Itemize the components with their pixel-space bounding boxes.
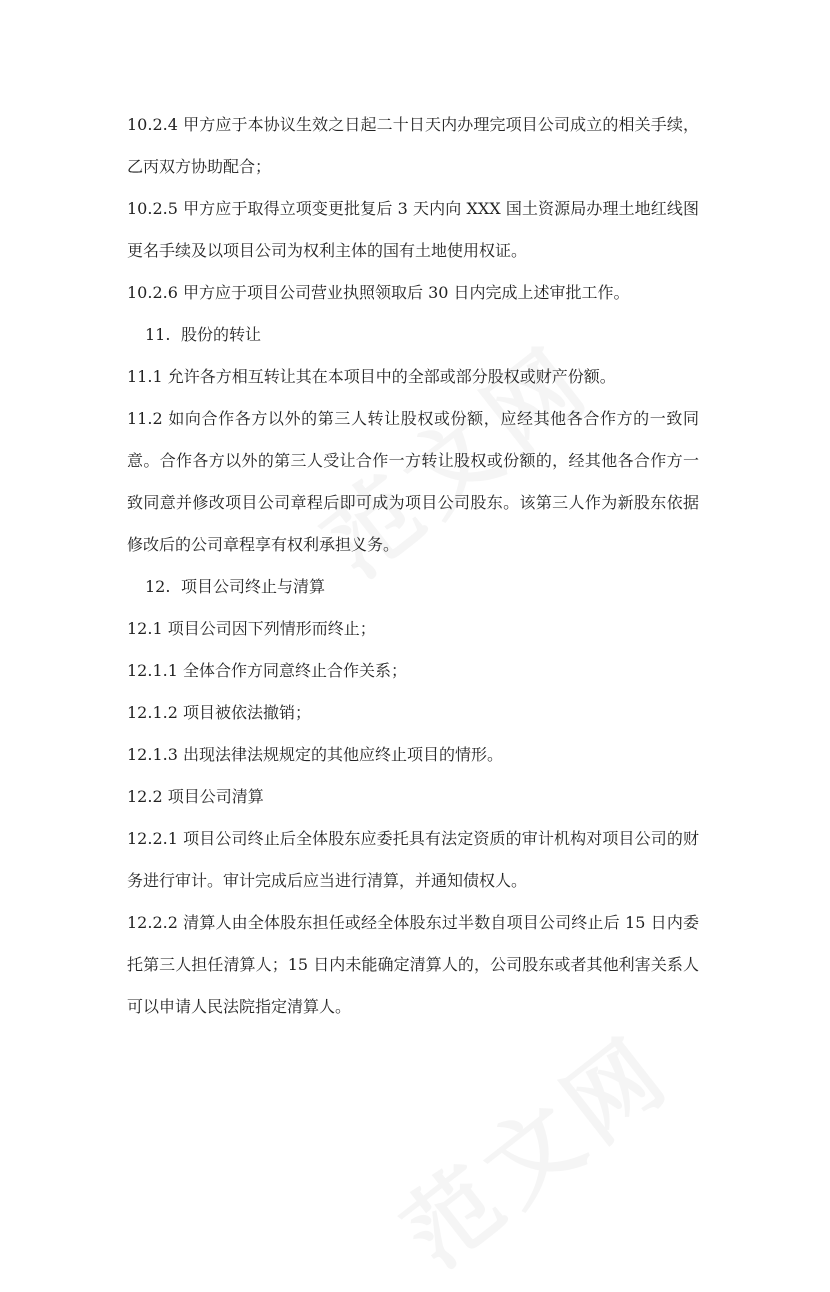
clause-10-2-5: 10.2.5 甲方应于取得立项变更批复后 3 天内向 XXX 国土资源局办理土地红线图更名手续及以项目公司为权利主体的国有土地使用权证。 [127, 199, 699, 260]
clause-12-1-1: 12.1.1 全体合作方同意终止合作关系； [127, 661, 407, 680]
document-page [127, 104, 699, 1028]
clause-12-1: 12.1 项目公司因下列情形而终止； [127, 619, 376, 638]
clause-12-2-2: 12.2.2 清算人由全体股东担任或经全体股东过半数自项目公司终止后 15 日内委托第三人担任清算人；15 日内未能确定清算人的，公司股东或者其他利害关系人可以申请人民法院指定清算人。 [127, 913, 699, 1016]
watermark [372, 1000, 694, 1292]
section-heading-11 [127, 314, 699, 356]
clause-10-2-6: 10.2.6 甲方应于项目公司营业执照领取后 30 日内完成上述审批工作。 [127, 283, 630, 302]
clause-12-1-2: 12.1.2 项目被依法撤销； [127, 703, 311, 722]
clause-11-1: 11.1 允许各方相互转让其在本项目中的全部或部分股权或财产份额。 [127, 367, 616, 386]
section-number: 11. [145, 325, 171, 344]
clause-10-2-4: 10.2.4 甲方应于本协议生效之日起二十日天内办理完项目公司成立的相关手续，乙丙双方协助配合； [127, 115, 699, 176]
section-number: 12. [145, 577, 171, 596]
clause-12-1-3: 12.1.3 出现法律法规规定的其他应终止项目的情形。 [127, 745, 503, 764]
clause-12-2-1: 12.2.1 项目公司终止后全体股东应委托具有法定资质的审计机构对项目公司的财务进行审计。审计完成后应当进行清算，并通知债权人。 [127, 829, 699, 890]
section-title: 项目公司终止与清算 [181, 577, 326, 596]
clause-11-2: 11.2 如向合作各方以外的第三人转让股权或份额，应经其他各合作方的一致同意。合作各方以外的第三人受让合作一方转让股权或份额的，经其他各合作方一致同意并修改项目公司章程后即可成为项目公司股东。该第三人作为新股东依据修改后的公司章程享有权利承担义务。 [127, 409, 699, 554]
clause-12-2: 12.2 项目公司清算 [127, 787, 264, 806]
section-heading-12 [127, 566, 699, 608]
section-title: 股份的转让 [181, 325, 262, 344]
